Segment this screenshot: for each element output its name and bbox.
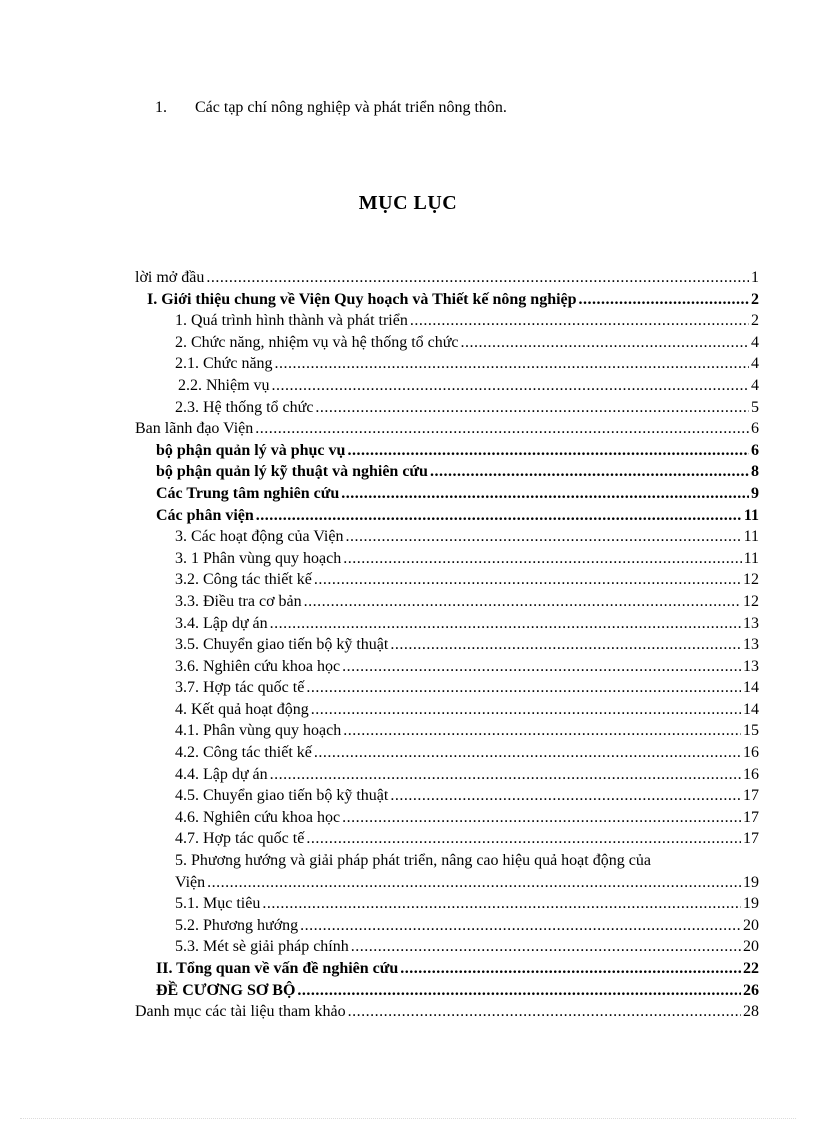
toc-page-number: 20	[743, 938, 759, 956]
toc-entry-label: 3.4. Lập dự án	[175, 614, 268, 632]
toc-page-number: 26	[743, 981, 759, 999]
toc-leader-dots	[315, 399, 749, 417]
toc-page-number: 15	[743, 722, 759, 740]
toc-leader-dots	[410, 312, 749, 330]
toc-leader-dots	[262, 895, 741, 913]
toc-page-number: 19	[743, 873, 759, 891]
toc-leader-dots	[311, 701, 741, 719]
toc-entry[interactable]	[135, 830, 759, 852]
toc-entry[interactable]	[135, 1003, 759, 1025]
toc-entry[interactable]	[135, 701, 759, 723]
toc-entry[interactable]	[135, 960, 759, 982]
toc-leader-dots	[342, 658, 741, 676]
toc-leader-dots	[341, 485, 749, 503]
toc-entry-label: 5.2. Phương hướng	[175, 916, 299, 934]
toc-leader-dots	[348, 1003, 741, 1021]
toc-page-number: 6	[751, 420, 759, 438]
page-bottom-rule	[20, 1118, 796, 1119]
toc-entry-label: 4.6. Nghiên cứu khoa học	[175, 808, 341, 826]
toc-entry[interactable]	[135, 399, 759, 421]
toc-leader-dots	[270, 615, 741, 633]
toc-page-number: 4	[751, 376, 759, 394]
toc-entry[interactable]	[135, 550, 759, 572]
toc-entry[interactable]	[135, 982, 759, 1004]
toc-entry-label: 5.3. Mét sè giải pháp chính	[175, 938, 349, 956]
toc-page-number: 11	[743, 506, 759, 524]
toc-leader-dots	[270, 766, 741, 784]
toc-page-number: 2	[751, 290, 759, 308]
toc-leader-dots	[306, 830, 741, 848]
reference-text: Các tạp chí nông nghiệp và phát triển nông thôn.	[195, 99, 507, 116]
toc-entry[interactable]	[135, 528, 759, 550]
toc-leader-dots	[206, 269, 749, 287]
toc-page-number: 22	[743, 960, 759, 977]
toc-leader-dots	[314, 571, 741, 589]
toc-page-number: 17	[743, 830, 759, 848]
reference-entry	[155, 99, 507, 117]
toc-entry-label[interactable]: 5. Phương hướng và giải pháp phát triển, nâng cao hiệu quả hoạt động của	[175, 852, 651, 870]
toc-leader-dots	[256, 507, 742, 525]
toc-leader-dots	[343, 722, 741, 740]
toc-entry[interactable]	[135, 355, 759, 377]
toc-page-number: 5	[751, 398, 759, 416]
toc-entry-label: 2.3. Hệ thống tổ chức	[175, 398, 314, 416]
toc-entry[interactable]	[135, 593, 759, 615]
toc-entry[interactable]	[135, 420, 759, 442]
toc-page-number: 12	[743, 571, 759, 589]
toc-entry-label: 3.5. Chuyển giao tiến bộ kỹ thuật	[175, 636, 389, 654]
toc-page-number: 14	[743, 679, 759, 697]
toc-entry-label: ĐỀ CƯƠNG SƠ BỘ	[156, 981, 296, 999]
toc-leader-dots	[351, 938, 741, 956]
toc-page-number: 16	[743, 765, 759, 783]
toc-leader-dots	[342, 809, 741, 827]
toc-leader-dots	[300, 917, 741, 935]
toc-entry-label: II. Tổng quan về vấn đề nghiên cứu	[156, 960, 399, 977]
toc-entry-label: 1. Quá trình hình thành và phát triển	[175, 312, 408, 330]
toc-leader-dots	[390, 636, 741, 654]
toc-leader-dots	[579, 291, 749, 309]
toc-title: MỤC LỤC	[358, 192, 458, 214]
toc-leader-dots	[272, 377, 749, 395]
toc-entry[interactable]	[135, 722, 759, 744]
table-of-contents	[135, 269, 759, 1025]
toc-leader-dots	[297, 982, 741, 1000]
toc-leader-dots	[461, 334, 749, 352]
toc-entry[interactable]	[135, 658, 759, 680]
toc-entry-label: lời mở đầu	[135, 269, 205, 286]
toc-leader-dots	[390, 787, 741, 805]
toc-page-number: 20	[743, 916, 759, 934]
toc-page-number: 28	[743, 1003, 759, 1021]
toc-page-number: 6	[751, 441, 759, 459]
toc-entry-label: Ban lãnh đạo Viện	[135, 420, 254, 438]
toc-page-number: 12	[743, 592, 759, 610]
toc-entry[interactable]	[135, 269, 759, 291]
toc-entry[interactable]	[135, 809, 759, 831]
toc-entry-label: 2.1. Chức năng	[175, 355, 273, 373]
toc-entry-label: 2. Chức năng, nhiệm vụ và hệ thống tổ chức	[175, 333, 459, 351]
toc-page-number: 8	[751, 463, 759, 481]
toc-entry-label: 3.7. Hợp tác quốc tế	[175, 679, 305, 697]
toc-page-number: 11	[743, 549, 759, 567]
toc-page-number: 4	[751, 333, 759, 351]
toc-page-number: 17	[743, 787, 759, 805]
toc-entry[interactable]	[135, 895, 759, 917]
toc-entry[interactable]	[135, 766, 759, 788]
reference-number: 1.	[155, 99, 167, 116]
toc-entry-label: Các Trung tâm nghiên cứu	[156, 484, 340, 502]
toc-leader-dots	[207, 874, 741, 892]
toc-leader-dots	[347, 442, 749, 460]
toc-entry[interactable]	[135, 507, 759, 529]
toc-entry-label: 4.2. Công tác thiết kế	[175, 744, 312, 762]
toc-entry-label: 4.4. Lập dự án	[175, 765, 268, 783]
toc-entry-label: 4. Kết quả hoạt động	[175, 700, 309, 718]
toc-page-number: 2	[751, 312, 759, 330]
toc-entry[interactable]	[135, 312, 759, 334]
toc-entry[interactable]	[135, 679, 759, 701]
toc-leader-dots	[314, 744, 741, 762]
toc-entry[interactable]	[135, 787, 759, 809]
toc-entry-label: 4.7. Hợp tác quốc tế	[175, 830, 305, 848]
toc-entry-label: 3. 1 Phân vùng quy hoạch	[175, 549, 342, 567]
toc-page-number: 16	[743, 744, 759, 762]
toc-page-number: 13	[743, 657, 759, 675]
toc-leader-dots	[343, 550, 741, 568]
toc-entry-label: Các phân viện	[156, 506, 254, 524]
toc-entry[interactable]	[135, 917, 759, 939]
toc-page-number: 13	[743, 614, 759, 632]
toc-leader-dots	[430, 463, 749, 481]
toc-entry-label: bộ phận quản lý kỹ thuật và nghiên cứu	[156, 463, 428, 481]
toc-leader-dots	[306, 679, 741, 697]
toc-page-number: 9	[751, 484, 759, 502]
toc-entry[interactable]	[135, 938, 759, 960]
toc-entry-label: 4.5. Chuyển giao tiến bộ kỹ thuật	[175, 787, 389, 805]
toc-entry[interactable]	[135, 334, 759, 356]
toc-page-number: 11	[743, 528, 759, 546]
toc-entry-continuation: Viện	[175, 873, 206, 891]
toc-entry-label: I. Giới thiệu chung về Viện Quy hoạch và Thiết kế nông nghiệp	[147, 290, 577, 308]
toc-leader-dots	[304, 593, 741, 611]
toc-leader-dots	[400, 960, 741, 978]
toc-entry-label: bộ phận quản lý và phục vụ	[156, 441, 346, 459]
toc-entry-label: 5.1. Mục tiêu	[175, 895, 261, 913]
toc-entry[interactable]	[135, 744, 759, 766]
toc-entry-label: 3.6. Nghiên cứu khoa học	[175, 657, 341, 675]
toc-leader-dots	[255, 420, 749, 438]
toc-entry-label: 3.3. Điều tra cơ bản	[175, 592, 302, 610]
toc-entry[interactable]	[135, 874, 759, 896]
toc-entry[interactable]	[135, 571, 759, 593]
toc-entry-label: 3. Các hoạt động của Viện	[175, 528, 344, 546]
toc-entry-label: 3.2. Công tác thiết kế	[175, 571, 312, 589]
toc-entry[interactable]	[135, 442, 759, 464]
toc-page-number: 1	[751, 269, 759, 286]
toc-page-number: 13	[743, 636, 759, 654]
toc-entry[interactable]	[135, 463, 759, 485]
toc-entry[interactable]	[135, 636, 759, 658]
toc-entry[interactable]	[135, 377, 759, 399]
toc-entry[interactable]	[135, 291, 759, 313]
toc-page-number: 17	[743, 808, 759, 826]
toc-entry[interactable]	[135, 485, 759, 507]
toc-leader-dots	[345, 528, 741, 546]
toc-entry-label: 2.2. Nhiệm vụ	[178, 376, 270, 394]
toc-leader-dots	[275, 355, 749, 373]
toc-page-number: 4	[751, 355, 759, 373]
toc-page-number: 19	[743, 895, 759, 913]
toc-entry-label: Danh mục các tài liệu tham khảo	[135, 1003, 346, 1021]
toc-entry[interactable]	[135, 615, 759, 637]
toc-page-number: 14	[743, 700, 759, 718]
toc-entry-label: 4.1. Phân vùng quy hoạch	[175, 722, 342, 740]
